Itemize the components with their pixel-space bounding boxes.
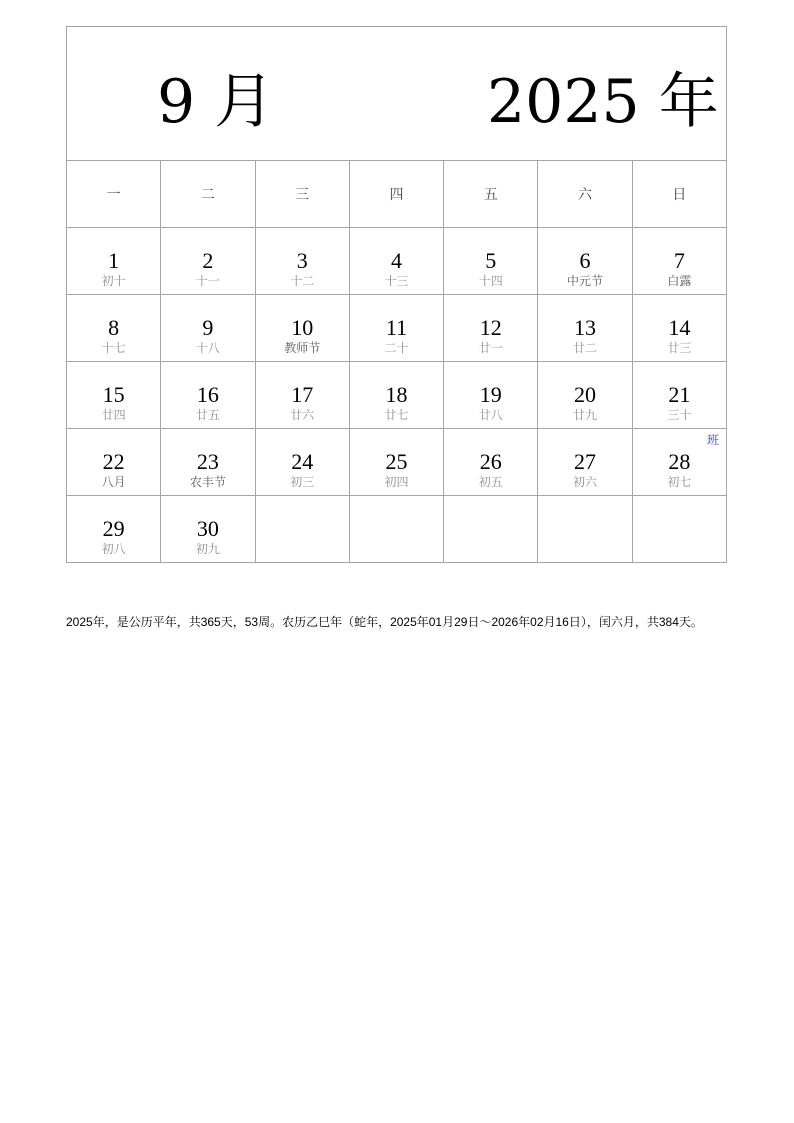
weekday-mon: 一 xyxy=(67,161,161,228)
day-number: 23 xyxy=(196,449,219,474)
day-lunar-date: 十一 xyxy=(195,274,220,288)
day-cell xyxy=(349,429,443,496)
day-number: 24 xyxy=(291,449,314,474)
day-number: 22 xyxy=(102,449,125,474)
day-lunar-date: 二十 xyxy=(384,341,409,355)
day-cell xyxy=(538,228,632,295)
day-number: 2 xyxy=(202,248,214,273)
week-row xyxy=(67,429,727,496)
day-cell xyxy=(632,362,726,429)
day-lunar-date: 十二 xyxy=(290,274,315,288)
day-number: 17 xyxy=(291,382,314,407)
empty-day-cell xyxy=(632,496,726,563)
day-lunar-date: 初十 xyxy=(101,274,126,288)
day-cell xyxy=(444,228,538,295)
day-number: 3 xyxy=(296,248,308,273)
day-cell xyxy=(632,228,726,295)
day-festival-label: 八月 xyxy=(101,475,126,489)
day-number: 11 xyxy=(385,315,408,340)
day-lunar-date: 十七 xyxy=(101,341,126,355)
day-cell xyxy=(161,496,255,563)
day-number: 5 xyxy=(485,248,497,273)
day-lunar-date: 初六 xyxy=(573,475,598,489)
day-cell xyxy=(255,362,349,429)
day-cell xyxy=(349,228,443,295)
day-lunar-date: 十三 xyxy=(384,274,409,288)
day-number: 1 xyxy=(108,248,120,273)
workday-badge: 班 xyxy=(706,433,719,447)
day-festival-label: 白露 xyxy=(667,274,692,288)
week-row xyxy=(67,362,727,429)
weekday-thu: 四 xyxy=(349,161,443,228)
day-cell xyxy=(349,295,443,362)
day-cell xyxy=(67,429,161,496)
day-cell xyxy=(161,295,255,362)
day-cell xyxy=(161,228,255,295)
empty-day-cell xyxy=(444,496,538,563)
day-number: 7 xyxy=(673,248,685,273)
day-number: 14 xyxy=(668,315,691,340)
day-number: 30 xyxy=(196,516,219,541)
year-title: 2025 年 xyxy=(487,67,719,137)
day-cell xyxy=(444,362,538,429)
weekday-tue: 二 xyxy=(161,161,255,228)
day-lunar-date: 初五 xyxy=(478,475,503,489)
calendar-header xyxy=(67,27,727,161)
year-info-note: 2025年，是公历平年，共365天，53周。农历乙巳年（蛇年，2025年01月29日～2026年02月16日），闰六月，共384天。 xyxy=(66,615,703,629)
day-festival-label: 中元节 xyxy=(567,274,604,288)
day-lunar-date: 十四 xyxy=(478,274,503,288)
day-number: 25 xyxy=(385,449,408,474)
day-number: 27 xyxy=(574,449,597,474)
day-cell xyxy=(444,429,538,496)
weekday-fri: 五 xyxy=(444,161,538,228)
day-lunar-date: 初七 xyxy=(667,475,692,489)
day-number: 13 xyxy=(574,315,597,340)
day-lunar-date: 廿三 xyxy=(667,341,692,355)
day-cell xyxy=(67,295,161,362)
day-lunar-date: 廿九 xyxy=(573,408,598,422)
day-number: 26 xyxy=(479,449,502,474)
weekday-wed: 三 xyxy=(255,161,349,228)
day-cell xyxy=(632,429,726,496)
day-lunar-date: 廿二 xyxy=(573,341,598,355)
day-cell xyxy=(538,295,632,362)
day-cell xyxy=(255,429,349,496)
day-lunar-date: 初九 xyxy=(195,542,220,556)
month-title: 9 月 xyxy=(157,67,275,137)
day-number: 10 xyxy=(291,315,314,340)
day-number: 16 xyxy=(196,382,219,407)
day-number: 21 xyxy=(668,382,691,407)
day-cell xyxy=(67,362,161,429)
day-lunar-date: 廿一 xyxy=(478,341,503,355)
day-lunar-date: 廿四 xyxy=(101,408,126,422)
day-lunar-date: 十八 xyxy=(195,341,220,355)
day-lunar-date: 廿八 xyxy=(478,408,503,422)
day-lunar-date: 廿七 xyxy=(384,408,409,422)
calendar-table xyxy=(66,26,727,563)
day-festival-label: 农丰节 xyxy=(189,475,226,489)
day-festival-label: 教师节 xyxy=(284,341,321,355)
empty-day-cell xyxy=(349,496,443,563)
day-cell xyxy=(632,295,726,362)
day-lunar-date: 初四 xyxy=(384,475,409,489)
day-number: 15 xyxy=(102,382,125,407)
weekday-sat: 六 xyxy=(538,161,632,228)
day-number: 20 xyxy=(574,382,597,407)
day-cell xyxy=(161,429,255,496)
day-lunar-date: 廿六 xyxy=(290,408,315,422)
weeks-body xyxy=(67,228,727,563)
weekday-sun: 日 xyxy=(632,161,726,228)
day-number: 4 xyxy=(390,248,402,273)
day-cell xyxy=(444,295,538,362)
day-cell xyxy=(161,362,255,429)
day-number: 12 xyxy=(479,315,502,340)
week-row xyxy=(67,496,727,563)
day-cell xyxy=(255,228,349,295)
day-lunar-date: 初三 xyxy=(290,475,315,489)
empty-day-cell xyxy=(538,496,632,563)
day-number: 28 xyxy=(668,449,691,474)
day-number: 6 xyxy=(579,248,591,273)
day-cell xyxy=(67,496,161,563)
week-row xyxy=(67,228,727,295)
day-lunar-date: 三十 xyxy=(667,408,692,422)
day-cell xyxy=(538,362,632,429)
day-cell xyxy=(349,362,443,429)
week-row xyxy=(67,295,727,362)
empty-day-cell xyxy=(255,496,349,563)
day-number: 18 xyxy=(385,382,408,407)
day-number: 8 xyxy=(108,315,120,340)
weekday-row xyxy=(67,161,727,228)
day-cell xyxy=(538,429,632,496)
day-lunar-date: 初八 xyxy=(101,542,126,556)
day-number: 9 xyxy=(202,315,214,340)
day-number: 29 xyxy=(102,516,125,541)
day-number: 19 xyxy=(479,382,502,407)
day-lunar-date: 廿五 xyxy=(195,408,220,422)
day-cell xyxy=(67,228,161,295)
day-cell xyxy=(255,295,349,362)
